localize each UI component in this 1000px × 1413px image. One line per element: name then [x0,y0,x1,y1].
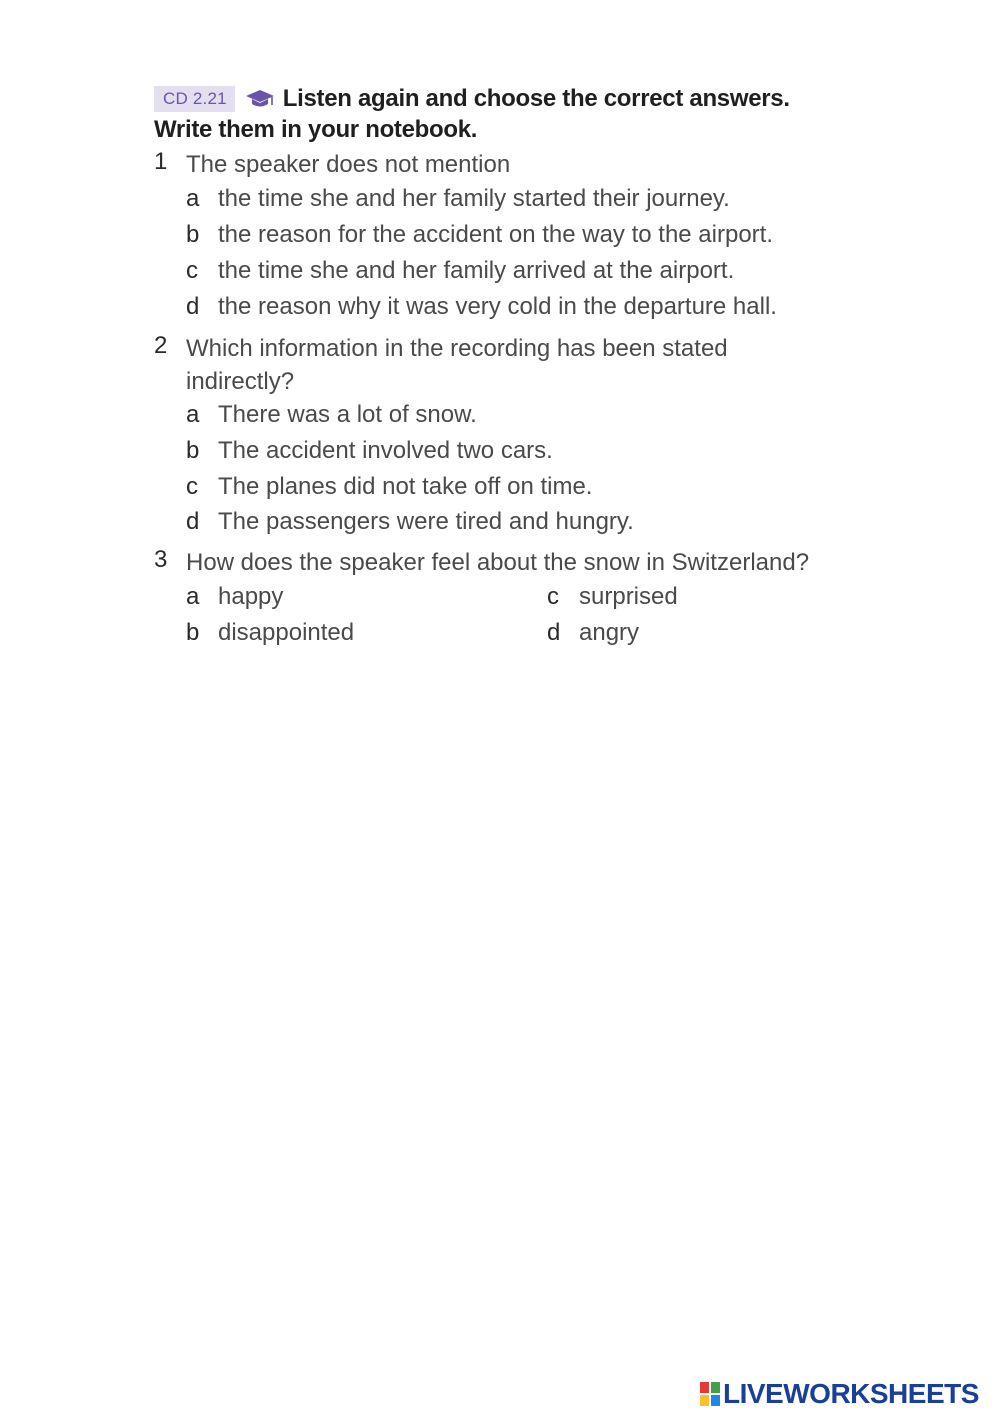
question-number: 3 [154,546,168,573]
option-text: The passengers were tired and hungry. [218,508,634,535]
question-text [186,332,874,398]
option-letter: c [547,583,559,610]
question-text-line-1: Which information in the recording has been stated [186,335,728,362]
option-letter: a [186,185,200,212]
option-letter: d [547,619,561,646]
option-text: the reason for the accident on the way to the airport. [218,221,773,248]
option-letter: d [186,508,200,535]
graduation-cap-icon [245,88,275,110]
question-1 [154,148,874,181]
option-2b[interactable] [186,437,553,465]
instruction-line-1: Listen again and choose the correct answers. [282,85,790,112]
option-text: disappointed [218,619,355,646]
option-2c[interactable] [186,473,592,501]
option-letter: c [186,473,198,500]
option-3b[interactable] [186,619,354,647]
option-text: There was a lot of snow. [218,401,477,428]
option-text: The accident involved two cars. [218,437,553,464]
option-letter: d [186,293,200,320]
option-3a[interactable] [186,583,283,611]
option-letter: b [186,221,200,248]
liveworksheets-logo[interactable] [699,1378,979,1410]
option-letter: b [186,437,200,464]
logo-text: LIVEWORKSHEETS [723,1378,979,1409]
option-1b[interactable] [186,221,773,249]
question-number: 1 [154,148,168,175]
option-3d[interactable] [547,619,639,647]
option-text: surprised [579,583,678,610]
question-text: The speaker does not mention [186,151,511,178]
question-text: How does the speaker feel about the snow in Switzerland? [186,549,810,576]
option-letter: a [186,583,200,610]
question-2 [154,332,874,398]
option-text: happy [218,583,284,610]
option-text: the time she and her family started their journey. [218,185,730,212]
option-letter: a [186,401,200,428]
option-text: the reason why it was very cold in the departure hall. [218,293,777,320]
option-letter: b [186,619,200,646]
exercise-header [154,82,874,144]
option-text: the time she and her family arrived at the airport. [218,257,735,284]
option-1c[interactable] [186,257,734,285]
option-2d[interactable] [186,508,634,536]
question-text-line-2: indirectly? [186,368,295,395]
option-2a[interactable] [186,401,477,429]
option-text: angry [579,619,640,646]
option-letter: c [186,257,198,284]
question-number: 2 [154,332,168,359]
instruction-line-2: Write them in your notebook. [154,116,478,143]
option-1a[interactable] [186,185,730,213]
option-3c[interactable] [547,583,678,611]
option-text: The planes did not take off on time. [218,473,593,500]
liveworksheets-logo-icon [699,1381,721,1407]
cd-track-badge: CD 2.21 [154,86,235,112]
option-1d[interactable] [186,293,777,321]
question-3 [154,546,874,579]
